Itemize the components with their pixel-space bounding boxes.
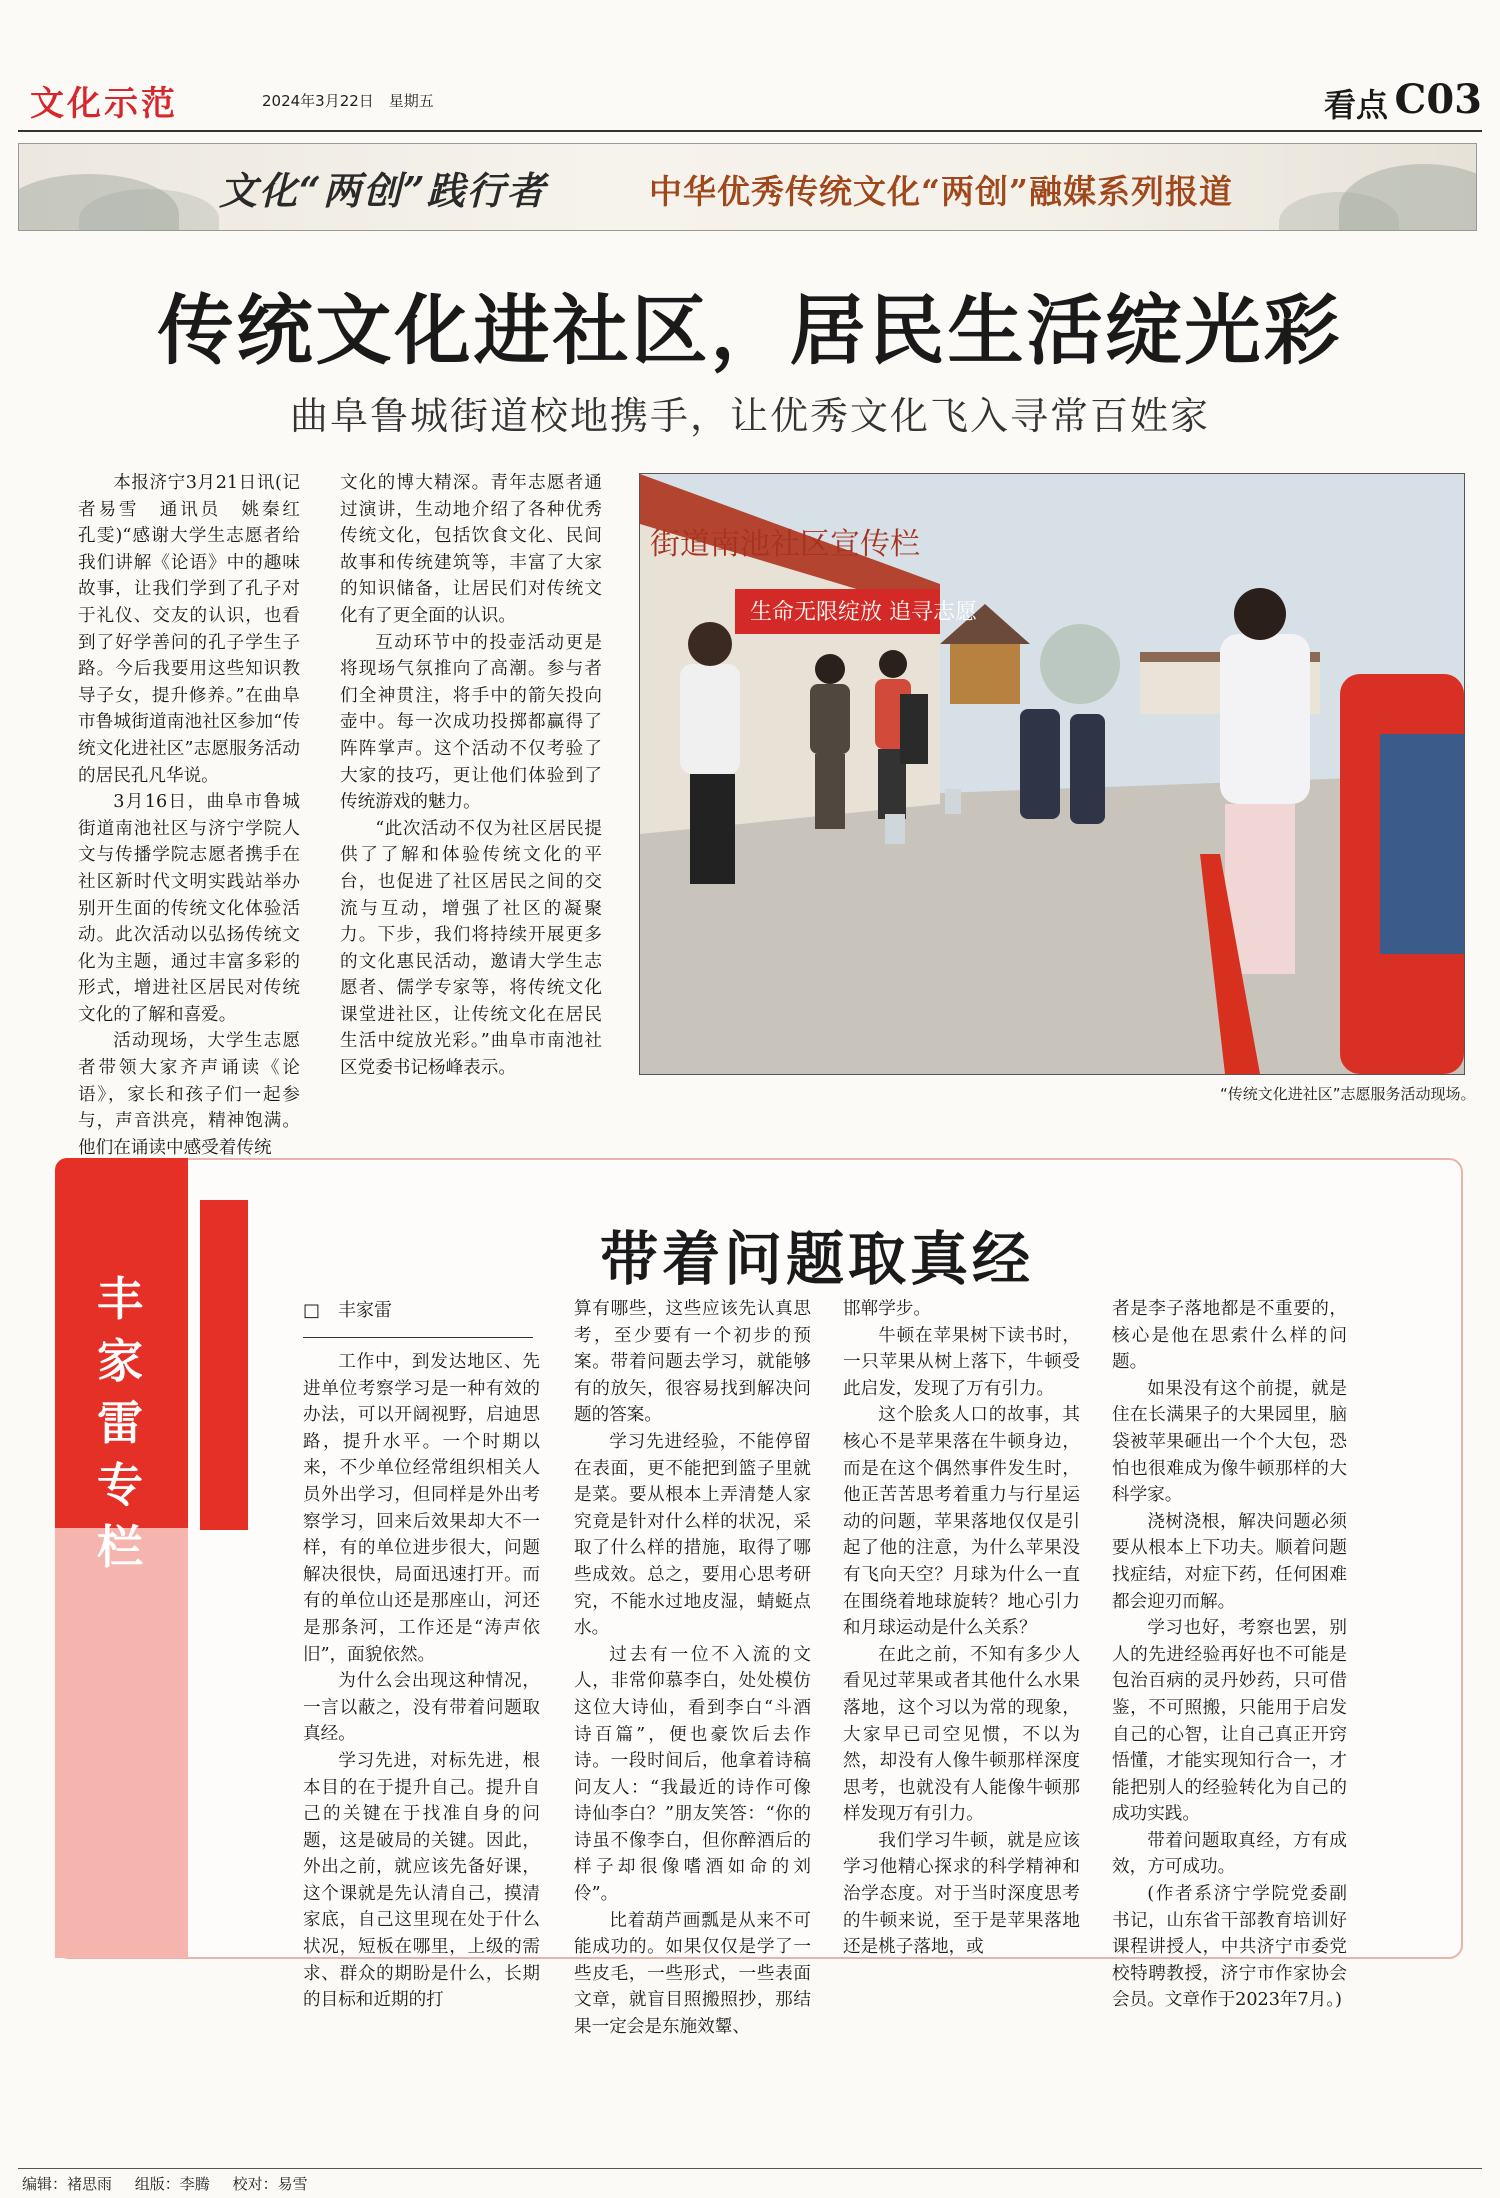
banner-slogan: 文化“两创”践行者 — [219, 168, 547, 213]
article-column-1 — [78, 470, 318, 1161]
paragraph: 邯郸学步。 — [843, 1299, 931, 1319]
series-banner — [18, 143, 1477, 231]
paragraph: 工作中，到发达地区、先进单位考察学习是一种有效的办法，可以开阔视野，启迪思路，提升水平。一个时期以来，不少单位经常组织相关人员外出学习，但同样是外出考察学习，回来后效果却大不一样，有的单位进步很大，问题解决很快，局面迅速打开。而有的单位山还是那座山，河还是那条河，工作还是“涛声依旧”，面貌依然。 — [303, 1352, 540, 1665]
paragraph: 算有哪些，这些应该先认真思考，至少要有一个初步的预案。带着问题去学习，就能够有的放矢，很容易找到解决问题的答案。 — [574, 1299, 811, 1426]
editor-credit: 编辑：褚思雨 — [22, 2175, 113, 2193]
article-subheadline: 曲阜鲁城街道校地携手，让优秀文化飞入寻常百姓家 — [289, 394, 1210, 438]
issue-date: 2024年3月22日 星期五 — [262, 92, 434, 110]
paragraph: 这个脍炙人口的故事，其核心不是苹果落在牛顿身边，而是在这个偶然事件发生时，他正苦苦思考着重力与行星运动的问题，苹果落地仅仅是引起了他的注意，为什么苹果没有飞向天空？月球为什么一直在围绕着地球旋转？地心引力和月球运动是什么关系？ — [843, 1405, 1080, 1639]
column-text-2 — [574, 1296, 811, 2041]
column-headline: 带着问题取真经 — [600, 1225, 1035, 1293]
column-text-3 — [843, 1296, 1080, 1961]
paragraph: 本报济宁3月21日讯(记者易雪 通讯员 姚秦红 孔雯)“感谢大学生志愿者给我们讲解《论语》中的趣味故事，让我们学到了孔子对于礼仪、交友的认识，也看到了好学善问的孔子学生子路。今后我要用这些知识教导子女，提升修养。”在曲阜市鲁城街道南池社区参加“传统文化进社区”志愿服务活动的居民孔凡华说。 — [78, 473, 318, 786]
paragraph: 学习也好，考察也罢，别人的先进经验再好也不可能是包治百病的灵丹妙药，只可借鉴，不可照搬，只能用于启发自己的心智，让自己真正开窍悟懂，才能实现知行合一，才能把别人的经验转化为自己的成功实践。 — [1112, 1618, 1347, 1825]
paragraph: 者是李子落地都是不重要的，核心是他在思索什么样的问题。 — [1112, 1299, 1347, 1373]
paragraph: 3月16日，曲阜市鲁城街道南池社区与济宁学院人文与传播学院志愿者携手在社区新时代文明实践站举办别开生面的传统文化体验活动。此次活动以弘扬传统文化为主题，通过丰富多彩的形式，增进社区居民对传统文化的了解和喜爱。 — [78, 792, 300, 1025]
author-bio: (作者系济宁学院党委副书记，山东省干部教育培训好课程讲授人，中共济宁市委党校特聘教授，济宁市作家协会会员。文章作于2023年7月。) — [1112, 1884, 1347, 2011]
paragraph: 学习先进经验，不能停留在表面，更不能把到篮子里就是菜。要从根本上弄清楚人家究竟是针对什么样的状况，采取了什么样的措施，取得了哪些成效。总之，要用心思考研究，不能水过地皮湿，蜻蜓点水。 — [574, 1431, 811, 1639]
banner-series-title: 中华优秀传统文化“两创”融媒系列报道 — [649, 172, 1233, 211]
paragraph: 过去有一位不入流的文人，非常仰慕李白，处处模仿这位大诗仙，看到李白“斗酒诗百篇”，便也豪饮后去作诗。一段时间后，他拿着诗稿问友人：“我最近的诗作可像诗仙李白？”朋友笑答：“你的诗虽不像李白，但你醉酒后的样子却很像嗜酒如命的刘伶”。 — [574, 1644, 811, 1905]
photo-sign-text: 街道南池社区宣传栏 — [650, 527, 920, 562]
column-byline: □ 丰家雷 — [303, 1300, 393, 1321]
paragraph: 在此之前，不知有多少人看见过苹果或者其他什么水果落地，这个习以为常的现象，大家早已司空见惯，不以为然，却没有人像牛顿那样深度思考，也就没有人能像牛顿那样发现万有引力。 — [843, 1644, 1080, 1825]
byline-divider — [303, 1337, 533, 1338]
column-pink-band — [55, 1528, 188, 1958]
article-column-2 — [340, 470, 602, 1082]
paragraph: 文化的博大精深。青年志愿者通过演讲，生动地介绍了各种优秀传统文化，包括饮食文化、民间故事和传统建筑等，丰富了大家的知识储备，让居民们对传统文化有了更全面的认识。 — [340, 473, 602, 626]
paragraph: 我们学习牛顿，就是应该学习他精心探求的科学精神和治学态度。对于当时深度思考的牛顿来说，至于是苹果落地还是桃子落地，或 — [843, 1830, 1080, 1958]
paragraph: “此次活动不仅为社区居民提供了了解和体验传统文化的平台，也促进了社区居民之间的交流与互动，增强了社区的凝聚力。下步，我们将持续开展更多的文化惠民活动，邀请大学生志愿者、儒学专家等，将传统文化课堂进社区，让传统文化在居民生活中绽放光彩。”曲阜市南池社区党委书记杨峰表示。 — [340, 818, 602, 1079]
column-text-1 — [303, 1349, 540, 2014]
column-text-4 — [1112, 1296, 1347, 2014]
paragraph: 学习先进，对标先进，根本目的在于提升自己。提升自己的关键在于找准自身的问题，这是破局的关键。因此，外出之前，就应该先备好课，这个课就是先认清自己，摸清家底，自己这里现在处于什么状况，短板在哪里，上级的需求、群众的期盼是什么，长期的目标和近期的打 — [303, 1750, 540, 2011]
column-band-title: 丰家雷专栏 — [97, 1272, 143, 1574]
paragraph: 互动环节中的投壶活动更是将现场气氛推向了高潮。参与者们全神贯注，将手中的箭矢投向壶中。每一次成功投掷都赢得了阵阵掌声。这个活动不仅考验了大家的技巧，更让他们体验到了传统游戏的魅力。 — [340, 632, 602, 813]
proof-credit: 校对：易雪 — [232, 2175, 308, 2193]
article-photo — [639, 473, 1465, 1075]
article-headline: 传统文化进社区，居民生活绽光彩 — [157, 286, 1343, 375]
paragraph: 比着葫芦画瓢是从来不可能成功的。如果仅仅是学了一些皮毛，一些形式，一些表面文章，就盲目照搬照抄，那结果一定会是东施效颦、 — [574, 1910, 811, 2038]
paragraph: 牛顿在苹果树下读书时，一只苹果从树上落下，牛顿受此启发，发现了万有引力。 — [843, 1325, 1080, 1399]
column-red-bar — [200, 1200, 248, 1530]
footer-credits — [22, 2173, 326, 2194]
paragraph: 带着问题取真经，方有成效，方可成功。 — [1112, 1830, 1347, 1878]
paragraph: 为什么会出现这种情况，一言以蔽之，没有带着问题取真经。 — [303, 1671, 540, 1745]
paragraph: 浇树浇根，解决问题必须要从根本上下功夫。顺着问题找症结，对症下药，任何困难都会迎刃而解。 — [1112, 1511, 1347, 1612]
photo-caption: “传统文化进社区”志愿服务活动现场。 — [1220, 1085, 1476, 1103]
header-divider — [18, 130, 1482, 132]
footer-divider — [18, 2168, 1482, 2169]
page-number: C03 — [1394, 76, 1482, 123]
section-name: 看点 — [1323, 86, 1388, 124]
masthead-logo: 文化示范 — [30, 84, 178, 124]
paragraph: 如果没有这个前提，就是住在长满果子的大果园里，脑袋被苹果砸出一个个大包，恐怕也很难成为像牛顿那样的大科学家。 — [1112, 1378, 1347, 1506]
paragraph: 活动现场，大学生志愿者带领大家齐声诵读《论语》，家长和孩子们一起参与，声音洪亮，精神饱满。他们在诵读中感受着传统 — [78, 1031, 300, 1158]
layout-credit: 组版：李腾 — [134, 2175, 210, 2193]
photo-banner-text: 生命无限绽放 追寻志愿 — [750, 600, 977, 625]
